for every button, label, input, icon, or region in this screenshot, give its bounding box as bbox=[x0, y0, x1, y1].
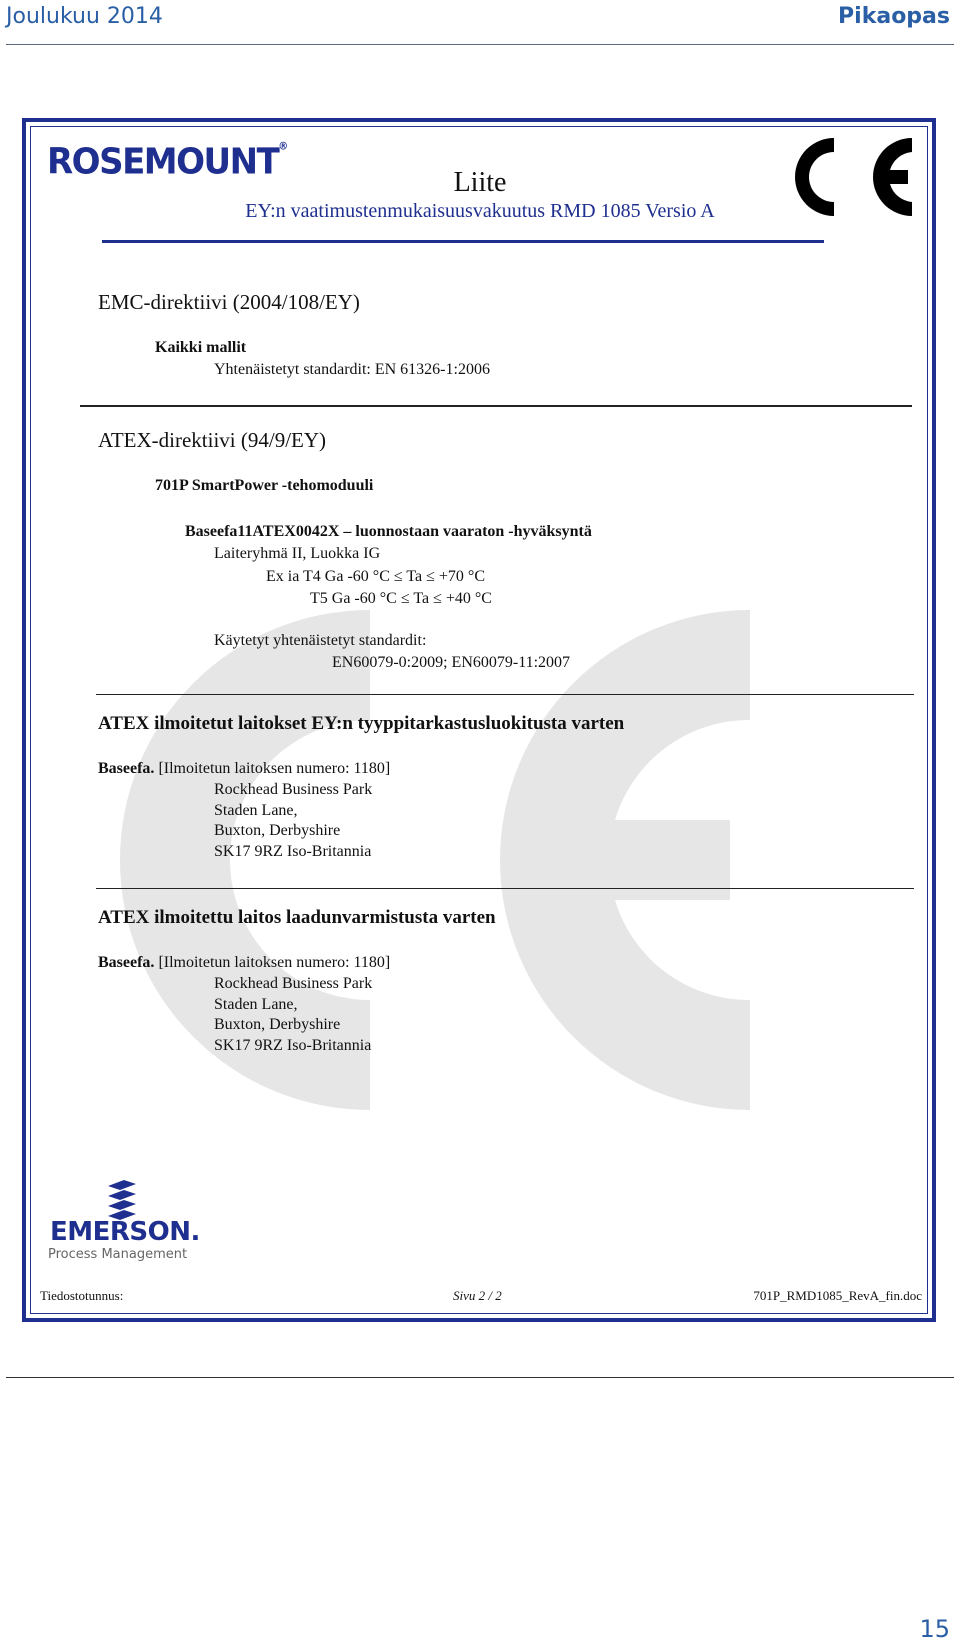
atex-module: 701P SmartPower -tehomoduuli bbox=[155, 477, 374, 494]
header-divider bbox=[6, 44, 954, 45]
notified-quality-address-line: Buxton, Derbyshire bbox=[214, 1016, 341, 1033]
doc-footer-label: Tiedostotunnus: bbox=[40, 1288, 124, 1303]
notified-quality-body bbox=[98, 954, 390, 972]
notified-quality-number: [Ilmoitetun laitoksen numero: 1180] bbox=[158, 954, 391, 971]
notified-type-body bbox=[98, 760, 390, 778]
header-date: Joulukuu 2014 bbox=[6, 4, 163, 29]
notified-type-address-line: Rockhead Business Park bbox=[214, 781, 373, 798]
document-title: Liite bbox=[453, 167, 507, 198]
header-guide-title: Pikaopas bbox=[838, 4, 950, 29]
emerson-logo-name: EMERSON. bbox=[50, 1217, 200, 1247]
atex-standards-value: EN60079-0:2009; EN60079-11:2007 bbox=[332, 654, 571, 671]
page-number: 15 bbox=[919, 1615, 950, 1643]
atex-heading: ATEX-direktiivi (94/9/EY) bbox=[98, 428, 327, 452]
emc-standards: Yhtenäistetyt standardit: EN 61326-1:2006 bbox=[214, 361, 490, 378]
footer-divider bbox=[6, 1377, 954, 1378]
emc-models: Kaikki mallit bbox=[155, 339, 247, 356]
title-divider bbox=[102, 240, 824, 243]
atex-rating-t5: T5 Ga -60 °C ≤ Ta ≤ +40 °C bbox=[310, 590, 492, 607]
emc-heading: EMC-direktiivi (2004/108/EY) bbox=[98, 290, 360, 314]
atex-divider bbox=[96, 694, 914, 695]
atex-standards-label: Käytetyt yhtenäistetyt standardit: bbox=[214, 632, 427, 649]
notified-type-address-line: Staden Lane, bbox=[214, 802, 298, 819]
notified-quality-address-line: Staden Lane, bbox=[214, 996, 298, 1013]
atex-equipment-group: Laiteryhmä II, Luokka IG bbox=[214, 545, 381, 562]
notified-type-address-line: Buxton, Derbyshire bbox=[214, 822, 341, 839]
atex-rating-t4: Ex ia T4 Ga -60 °C ≤ Ta ≤ +70 °C bbox=[266, 568, 485, 585]
emc-divider bbox=[80, 405, 912, 407]
emerson-logo-subtitle: Process Management bbox=[48, 1247, 188, 1262]
notified-type-divider bbox=[96, 888, 914, 889]
notified-type-heading: ATEX ilmoitetut laitokset EY:n tyyppitarkastusluokitusta varten bbox=[98, 713, 625, 734]
rosemount-logo: ROSEMOUNT® bbox=[47, 141, 287, 183]
notified-quality-address-line: SK17 9RZ Iso-Britannia bbox=[214, 1037, 372, 1054]
atex-approval: Baseefa11ATEX0042X – luonnostaan vaaraton -hyväksyntä bbox=[185, 523, 592, 540]
document-subtitle: EY:n vaatimustenmukaisuusvakuutus RMD 1085 Versio A bbox=[245, 200, 715, 222]
notified-quality-body-name: Baseefa. bbox=[98, 954, 155, 971]
notified-type-body-name: Baseefa. bbox=[98, 760, 155, 777]
doc-footer-filename: 701P_RMD1085_RevA_fin.doc bbox=[753, 1288, 922, 1303]
emerson-logo-icon bbox=[104, 1180, 140, 1220]
notified-type-address-line: SK17 9RZ Iso-Britannia bbox=[214, 843, 372, 860]
notified-quality-heading: ATEX ilmoitettu laitos laadunvarmistusta varten bbox=[98, 907, 496, 928]
notified-quality-address-line: Rockhead Business Park bbox=[214, 975, 373, 992]
notified-type-number: [Ilmoitetun laitoksen numero: 1180] bbox=[158, 760, 391, 777]
doc-footer-page: Sivu 2 / 2 bbox=[453, 1288, 502, 1303]
